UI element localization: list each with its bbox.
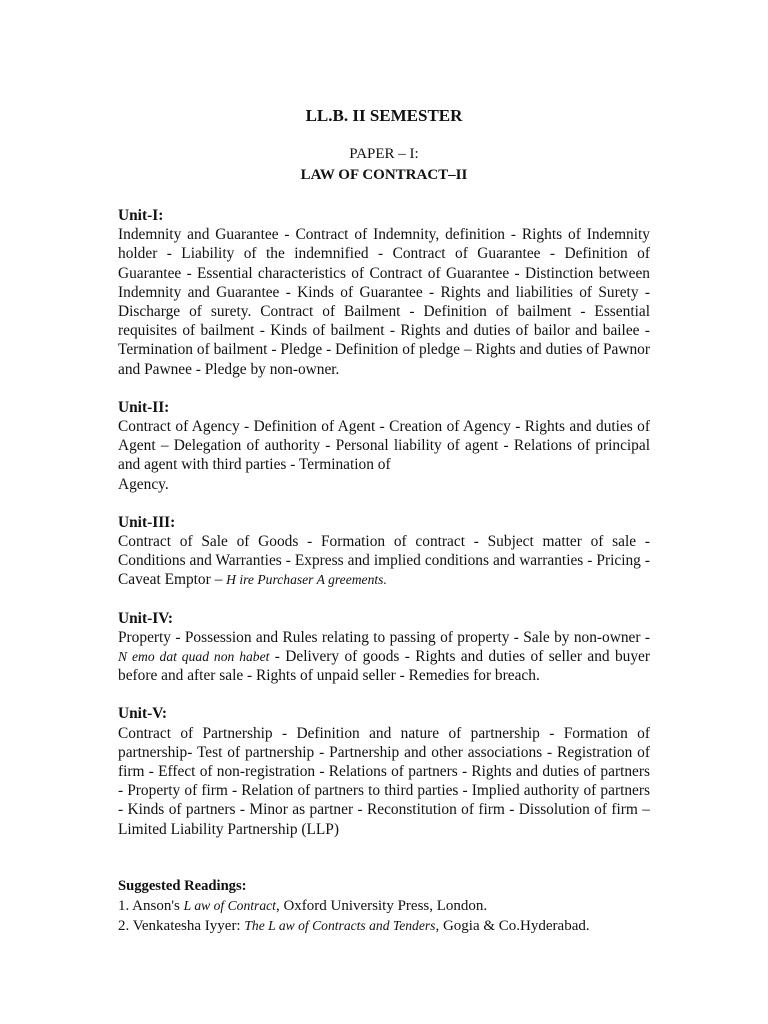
unit-3 bbox=[118, 513, 650, 590]
unit-body: Indemnity and Guarantee - Contract of Indemnity, definition - Rights of Indemnity holder - Liability of the indemnified - Contract of Guarantee - Definition of Guarantee - Essential characteristics of Contract of Guarantee - Distinction between Indemnity and Guarantee - Kinds of Guarantee - Rights and liabilities of Surety - Discharge of surety. Contract of Bailment - Definition of bailment - Essential requisites of bailment - Kinds of bailment - Rights and duties of bailor and bailee - Termination of bailment - Pledge - Definition of pledge – Rights and duties of Pawnor and Pawnee - Pledge by non-owner. bbox=[118, 226, 650, 378]
unit-4 bbox=[118, 609, 650, 686]
unit-body bbox=[118, 532, 650, 590]
reading-item bbox=[118, 896, 650, 916]
unit-body bbox=[118, 628, 650, 686]
unit-heading: Unit-V: bbox=[118, 705, 168, 723]
reading-title: L aw of Contract bbox=[183, 898, 276, 914]
reading-item bbox=[118, 916, 650, 936]
reading-author: 1. Anson's bbox=[118, 898, 184, 915]
unit-body: Contract of Agency - Definition of Agent - Creation of Agency - Rights and duties of Agent – Delegation of authority - Personal liability of agent - Relations of principal and agent with third parties - Termination of bbox=[118, 418, 650, 474]
unit-body: Contract of Partnership - Definition and nature of partnership - Formation of partnership- Test of partnership - Partnership and other associations - Registration of firm - Effect of non-registration - Relations of partners - Rights and duties of partners - Property of firm - Relation of partners to third parties - Implied authority of partners - Kinds of partners - Minor as partner - Reconstitution of firm - Dissolution of firm – Limited Liability Partnership (LLP) bbox=[118, 724, 650, 838]
reading-title: The L aw of Contracts and Tenders bbox=[244, 918, 436, 934]
reading-author: 2. Venkatesha Iyyer: bbox=[118, 918, 245, 935]
syllabus-content bbox=[118, 206, 650, 937]
unit-body-italic: N emo dat quad non habet bbox=[118, 649, 270, 665]
unit-body-text-cont: - Delivery of goods - Rights and duties of seller and buyer before and after sale - Rights of unpaid seller - Remedies for breach. bbox=[118, 648, 650, 685]
unit-body-continuation: Agency. bbox=[118, 475, 169, 493]
unit-2 bbox=[118, 398, 650, 494]
suggested-readings bbox=[118, 877, 650, 937]
unit-heading: Unit-II: bbox=[118, 398, 170, 416]
unit-heading: Unit-III: bbox=[118, 513, 176, 531]
reading-publisher: , Gogia & Co.Hyderabad. bbox=[435, 918, 590, 935]
readings-heading: Suggested Readings: bbox=[118, 877, 247, 894]
reading-publisher: , Oxford University Press, London. bbox=[275, 898, 488, 915]
unit-heading: Unit-I: bbox=[118, 207, 164, 224]
document-title: LL.B. II SEMESTER bbox=[305, 106, 463, 125]
unit-body-italic: H ire Purchaser A greements. bbox=[226, 572, 387, 588]
unit-heading: Unit-IV: bbox=[118, 609, 174, 627]
unit-5 bbox=[118, 704, 650, 838]
paper-number: PAPER – I: bbox=[349, 146, 419, 162]
unit-1 bbox=[118, 206, 650, 379]
unit-body-text: Contract of Sale of Goods - Formation of contract - Subject matter of sale - Conditions and Warranties - Express and implied conditions and warranties - Pricing - Caveat Emptor – bbox=[118, 533, 650, 589]
paper-title: LAW OF CONTRACT–II bbox=[300, 167, 468, 183]
unit-body-text: Property - Possession and Rules relating to passing of property - Sale by non-owner - bbox=[118, 628, 650, 646]
